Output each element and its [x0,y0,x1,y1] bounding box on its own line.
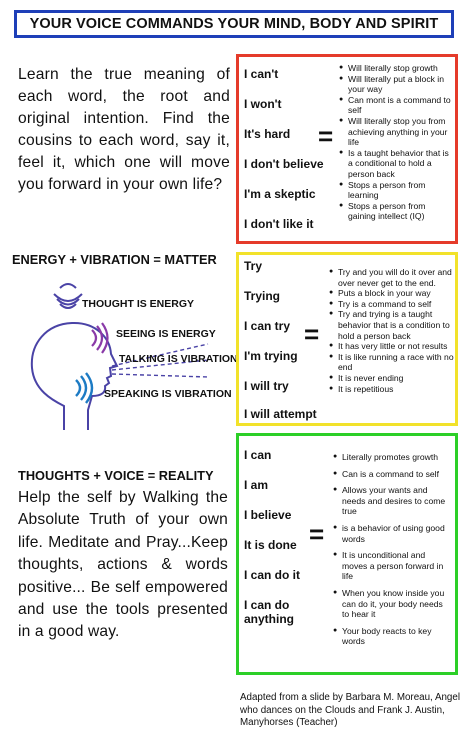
notes-list [329,267,455,394]
word-item: I'm a skeptic [244,187,316,201]
word-item: I don't like it [244,217,314,231]
note-item: ● It is never ending [329,373,455,384]
note-item: ● Try is a command to self [329,299,455,310]
positive-words-box [236,433,458,675]
word-item: It's hard [244,127,291,141]
seeing-label: SEEING IS ENERGY [116,328,216,340]
weak-words-box [236,252,458,426]
notes-list [339,63,455,222]
word-item: I'm trying [244,349,298,363]
note-item: ● Try and you will do it over and over never get to the end. [329,267,455,288]
word-item: I don't believe [244,157,324,171]
word-item: I will attempt [244,407,317,421]
note-item: ● Allows your wants and needs and desires to come true [333,485,451,517]
note-item: ● Puts a block in your way [329,288,455,299]
note-item: ● It is repetitious [329,384,455,395]
note-item: ● Will literally put a block in your way [339,74,455,95]
equals-sign: = [304,319,320,349]
note-item: ● is a behavior of using good words [333,523,451,544]
note-item: ● Stops a person from learning [339,180,455,201]
word-item: I can [244,448,272,462]
note-item: ● When you know inside you can do it, your body needs to hear it [333,588,451,620]
thought-waves-icon [54,284,82,308]
word-item: It is done [244,538,297,552]
word-item: I can't [244,67,279,81]
talking-label: TALKING IS VIBRATION [119,353,238,365]
note-item: ● Stops a person from gaining intellect (IQ) [339,201,455,222]
head-outline-icon [32,323,117,430]
word-item: I believe [244,508,292,522]
word-item: I will try [244,379,289,393]
word-item: I can do it [244,568,301,582]
note-item: ● It is unconditional and moves a person forward in life [333,550,451,582]
speaking-waves-icon [76,373,92,403]
equals-sign: = [318,121,334,151]
note-item: ● Can mont is a command to self [339,95,455,116]
head-figure [12,280,240,430]
note-item: ● Is a taught behavior that is a conditional to hold a person back [339,148,455,180]
word-item: Try [244,259,263,273]
credit-text: Adapted from a slide by Barbara M. Moreau, Angel who dances on the Clouds and Frank J. Austin, Manyhorses (Teacher) [240,692,461,729]
intro-paragraph: Learn the true meaning of each word, the root and original intention. Find the cousins to each word, say it, feel it, which one will move you forward in your own life? [18,66,230,193]
notes-list [333,452,451,647]
note-item: ● Can is a command to self [333,469,451,480]
negative-words-box [236,54,458,244]
equals-sign: = [309,519,325,549]
reality-heading: THOUGHTS + VOICE = REALITY [18,468,214,483]
word-item: I am [244,478,269,492]
note-item: ● Literally promotes growth [333,452,451,463]
note-item: ● Will literally stop you from achieving anything in your life [339,116,455,148]
speaking-label: SPEAKING IS VIBRATION [104,388,232,400]
word-item: Trying [244,289,281,303]
note-item: ● Your body reacts to key words [333,626,451,647]
note-item: ● It is like running a race with no end [329,352,455,373]
note-item: ● Try and trying is a taught behavior that is a condition to hold a person back [329,309,455,341]
energy-heading: ENERGY + VIBRATION = MATTER [12,252,217,267]
word-item: I can do anything [244,598,294,626]
note-item: ● It has very little or not results [329,341,455,352]
word-item: I can try [244,319,291,333]
note-item: ● Will literally stop growth [339,63,455,74]
word-item: I won't [244,97,282,111]
page-title: YOUR VOICE COMMANDS YOUR MIND, BODY AND SPIRIT [14,10,454,38]
closing-paragraph: Help the self by Walking the Absolute Truth of your own life. Meditate and Pray...Keep thoughts, actions & words positive... Be self empowered and use the tools presented in a good way. [18,489,228,641]
thought-label: THOUGHT IS ENERGY [82,298,195,310]
